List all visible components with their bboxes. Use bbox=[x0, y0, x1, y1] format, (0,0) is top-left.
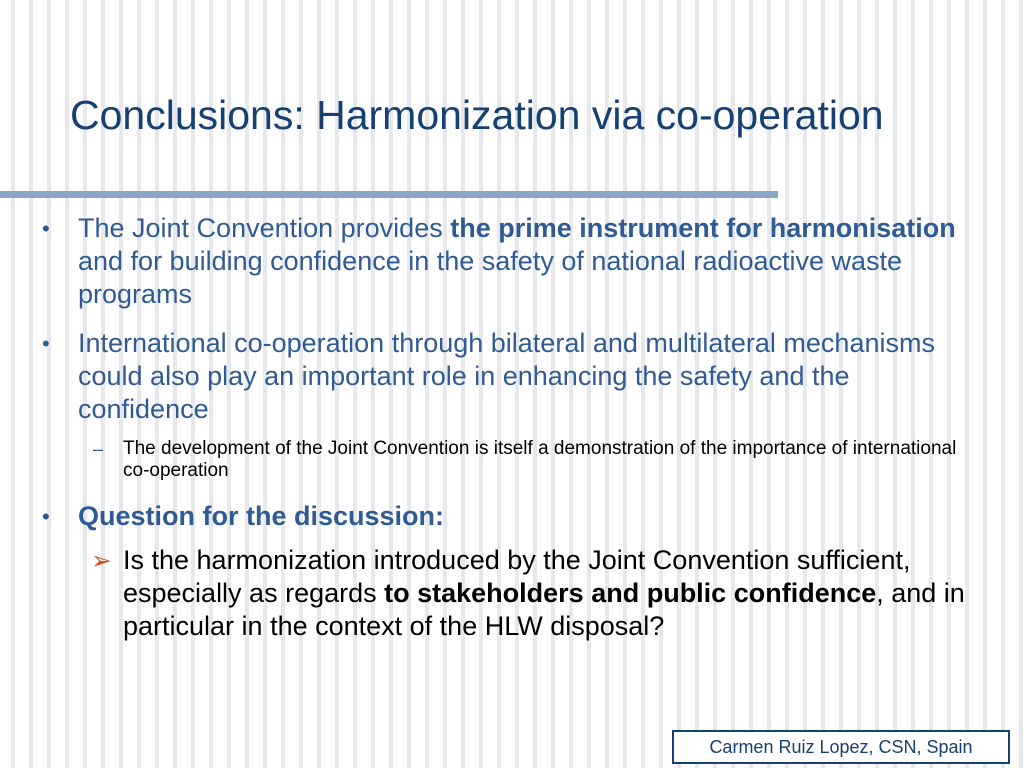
subbullet-text-pre: Is the harmonization introduced by the Joint Convention sufficient, especially as regards bbox=[123, 545, 911, 608]
bullet-text: Question for the discussion: bbox=[78, 501, 445, 531]
subbullet-text: The development of the Joint Convention is itself a demonstration of the importance of international co-operation bbox=[123, 438, 957, 481]
bullet-text: International co-operation through bilateral and multilateral mechanisms could also play an important role in enhancing the safety and the confidence bbox=[78, 328, 935, 424]
bullet-text-pre: The Joint Convention provides bbox=[78, 213, 451, 243]
bullet-joint-convention bbox=[42, 212, 983, 311]
footer-author-text: Carmen Ruiz Lopez, CSN, Spain bbox=[709, 736, 973, 757]
arrowhead-icon: ➢ bbox=[91, 547, 112, 575]
subbullet-text-bold: to stakeholders and public confidence bbox=[384, 578, 877, 608]
slide-title: Conclusions: Harmonization via co-operation bbox=[70, 92, 884, 138]
bullet-international-cooperation bbox=[42, 327, 983, 426]
title-underline-rule bbox=[0, 191, 778, 198]
bullet-dot-icon: • bbox=[42, 504, 50, 529]
bullet-text-bold: the prime instrument for harmonisation bbox=[450, 213, 956, 243]
subbullet-harmonization-question bbox=[91, 544, 1003, 643]
bullet-question bbox=[42, 500, 983, 533]
bullet-text-post: and for building confidence in the safety of national radioactive waste programs bbox=[78, 246, 903, 309]
bullet-dot-icon: • bbox=[42, 331, 50, 356]
dash-icon: – bbox=[93, 439, 104, 459]
footer-author-box bbox=[672, 730, 1010, 764]
bullet-dot-icon: • bbox=[42, 216, 50, 241]
subbullet-text-post: , and in particular in the context of the HLW disposal? bbox=[123, 578, 965, 641]
subbullet-demonstration bbox=[93, 438, 983, 482]
